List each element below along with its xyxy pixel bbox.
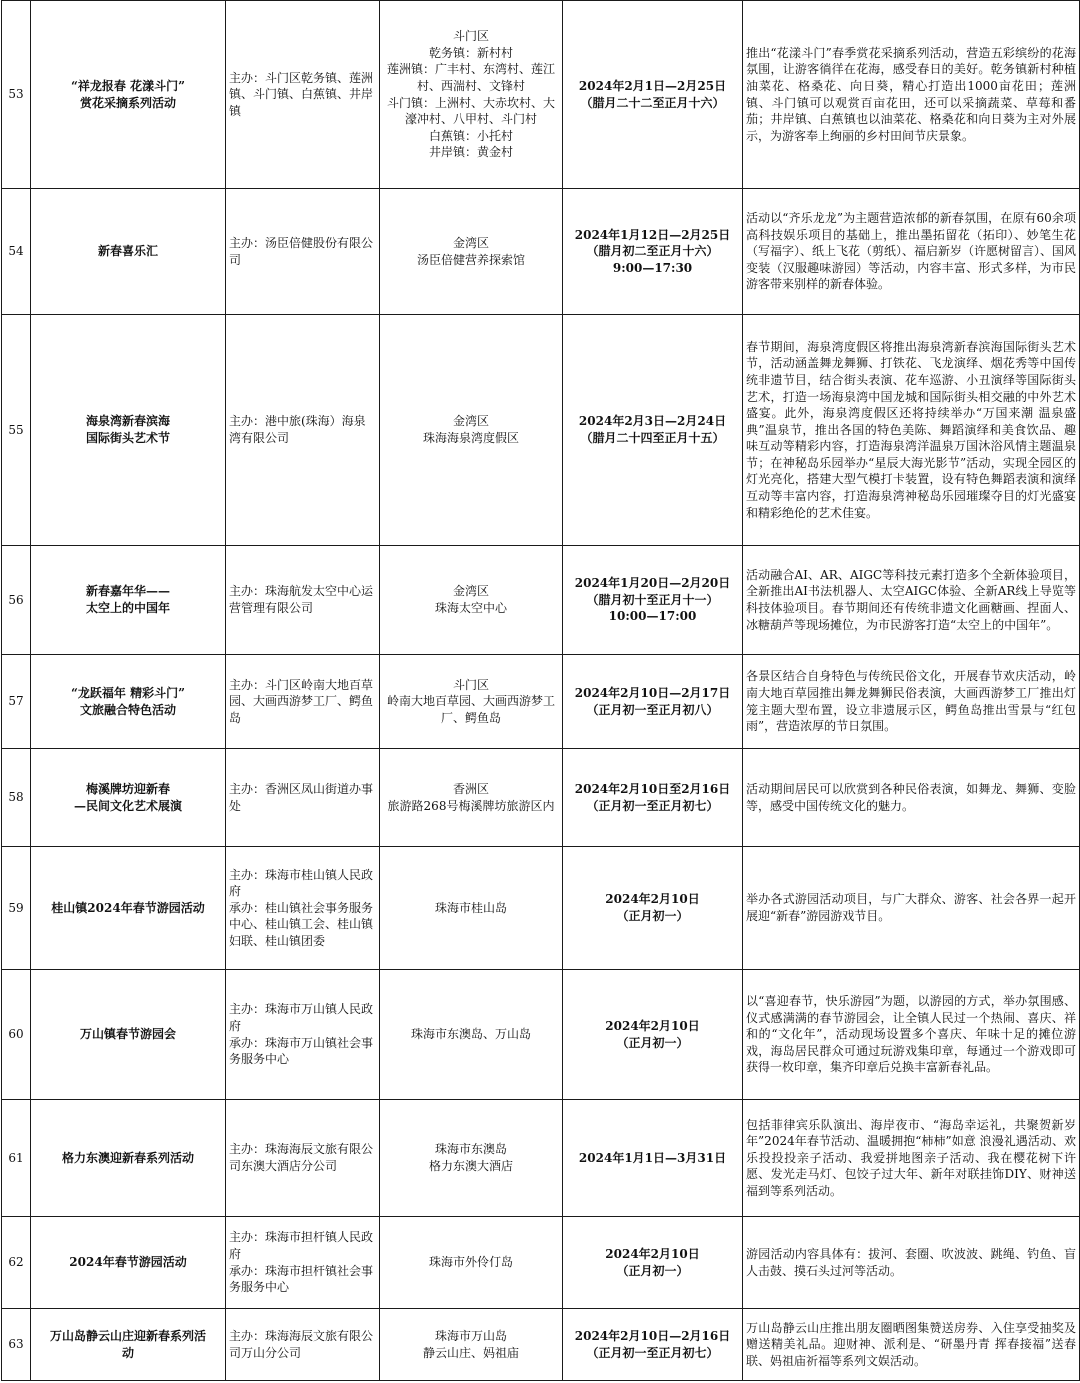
event-name-cell xyxy=(31,546,226,655)
organizer-line: 承办：珠海市万山镇社会事务服务中心 xyxy=(229,1035,374,1067)
location-line: 金湾区 xyxy=(452,584,489,599)
event-name-line: 太空上的中国年 xyxy=(85,601,170,615)
event-name-line: 海泉湾新春滨海 xyxy=(85,414,170,429)
organizer-cell xyxy=(226,189,380,315)
location-line: 香洲区 xyxy=(452,781,489,796)
time-cell xyxy=(563,546,743,655)
time-cell xyxy=(563,847,743,970)
time-line: 2024年2月10日至2月16日 xyxy=(574,781,731,796)
time-line: 2024年2月10日—2月17日 xyxy=(574,685,731,700)
table-row xyxy=(2,847,1080,970)
organizer-cell xyxy=(226,655,380,749)
organizer-cell xyxy=(226,970,380,1100)
location-cell xyxy=(380,847,563,970)
table-row xyxy=(2,1100,1080,1217)
organizer-line: 承办：桂山镇社会事务服务中心、桂山镇工会、桂山镇妇联、桂山镇团委 xyxy=(229,900,374,948)
row-number: 63 xyxy=(2,1309,31,1381)
event-name-line: 国际街头艺术节 xyxy=(85,431,170,445)
organizer-line: 主办：珠海市万山镇人民政府 xyxy=(229,1002,374,1033)
row-number: 62 xyxy=(2,1217,31,1309)
event-name-line: 新春喜乐汇 xyxy=(97,244,158,259)
table-row xyxy=(2,189,1080,315)
location-cell xyxy=(380,1100,563,1217)
time-line: 2024年1月20日—2月20日 xyxy=(574,576,731,591)
location-cell xyxy=(380,970,563,1100)
event-name-line: “祥龙报春 花漾斗门” xyxy=(71,78,185,93)
event-name-line: 2024年春节游园活动 xyxy=(69,1255,187,1270)
organizer-line: 主办：斗门区乾务镇、莲洲镇、斗门镇、白蕉镇、井岸镇 xyxy=(229,70,374,118)
organizer-cell xyxy=(226,1309,380,1381)
location-cell xyxy=(380,315,563,546)
time-line: （腊月二十四至正月十五） xyxy=(580,431,725,445)
row-number: 53 xyxy=(2,1,31,189)
time-cell xyxy=(563,655,743,749)
location-line: 珠海海泉湾度假区 xyxy=(422,431,519,445)
event-name-line: 新春嘉年华—— xyxy=(85,584,170,599)
time-line: （正月初一） xyxy=(616,1035,689,1050)
description-cell: 以“喜迎春节，快乐游园”为题，以游园的方式，举办氛围感、仪式感满满的春节游园会，让全镇人民过一个热闹、喜庆、祥和的“文化年”，活动现场设置多个喜庆、年味十足的摊位游戏，海岛居民群众可通过玩游戏集印章，每通过一个游戏即可获得一枚印章，集齐印章后兑换丰富新春礼品。 xyxy=(743,970,1080,1100)
table-row xyxy=(2,970,1080,1100)
time-line: （正月初一至正月初七） xyxy=(586,798,719,813)
location-line: 井岸镇：黄金村 xyxy=(428,145,513,160)
row-number: 59 xyxy=(2,847,31,970)
description-cell: 活动以“齐乐龙龙”为主题营造浓郁的新春氛围，在原有60余项高科技娱乐项目的基础上，推出墨拓留花（拓印）、妙笔生花（写福字）、纸上飞花（剪纸）、福启新岁（许愿树留言）、国风变装（汉服趣味游园）等活动，内容丰富、形式多样，为市民游客带来别样的新春体验。 xyxy=(743,189,1080,315)
event-name-line: 万山岛静云山庄迎新春系列活 xyxy=(49,1328,206,1343)
time-line: 2024年1月1日—3月31日 xyxy=(578,1150,727,1165)
event-name-cell xyxy=(31,1217,226,1309)
events-table xyxy=(1,0,1080,1381)
location-cell xyxy=(380,546,563,655)
organizer-cell xyxy=(226,1100,380,1217)
time-line: （正月初一至正月初八） xyxy=(586,702,719,717)
location-line: 珠海市东澳岛、万山岛 xyxy=(410,1027,531,1042)
organizer-cell xyxy=(226,546,380,655)
event-name-line: 格力东澳迎新春系列活动 xyxy=(61,1150,194,1165)
event-name-cell xyxy=(31,315,226,546)
time-cell xyxy=(563,1309,743,1381)
organizer-line: 主办：珠海市桂山镇人民政府 xyxy=(229,867,374,899)
location-line: 乾务镇：新村村 xyxy=(428,45,513,60)
row-number: 56 xyxy=(2,546,31,655)
event-name-line: 动 xyxy=(121,1345,134,1360)
row-number: 60 xyxy=(2,970,31,1100)
location-line: 珠海市东澳岛 xyxy=(434,1142,507,1157)
location-line: 珠海市万山岛 xyxy=(434,1328,507,1343)
time-line: （正月初一） xyxy=(616,909,689,923)
location-line: 珠海市外伶仃岛 xyxy=(428,1255,513,1270)
event-name-cell xyxy=(31,970,226,1100)
description-cell: 各景区结合自身特色与传统民俗文化，开展春节欢庆活动，岭南大地百草园推出舞龙舞狮民俗表演，大画西游梦工厂推出灯笼主题大型布置，设立非遗展示区，鳄鱼岛推出雪景与“红包雨”，营造浓厚的节日氛围。 xyxy=(743,655,1080,749)
event-name-cell xyxy=(31,1100,226,1217)
event-name-line: “龙跃福年 精彩斗门” xyxy=(71,685,185,700)
location-cell xyxy=(380,1,563,189)
row-number: 61 xyxy=(2,1100,31,1217)
event-name-line: 文旅融合特色活动 xyxy=(79,702,176,717)
time-line: （正月初一） xyxy=(616,1263,689,1278)
event-name-cell xyxy=(31,189,226,315)
location-line: 斗门区 xyxy=(452,677,489,692)
time-cell xyxy=(563,1100,743,1217)
event-name-line: 赏花采摘系列活动 xyxy=(79,95,176,110)
organizer-line: 主办：港中旅(珠海）海泉湾有限公司 xyxy=(229,414,366,445)
event-name-line: 万山镇春节游园会 xyxy=(79,1027,176,1042)
organizer-line: 主办：香洲区凤山街道办事处 xyxy=(229,781,374,813)
location-cell xyxy=(380,1309,563,1381)
description-cell: 春节期间，海泉湾度假区将推出海泉湾新春滨海国际街头艺术节，活动涵盖舞龙舞狮、打铁花、飞龙演绎、烟花秀等中国传统非遗节目，结合街头表演、花车巡游、小丑演绎等国际街头艺术，打造一场海泉湾中国龙城和国际街头相交融的中外艺术盛宴。此外，海泉湾度假区还将持续举办“万国来潮 温泉盛典”温泉节，推出各国的特色美陈、舞蹈演绎和美食饮品、趣味互动等精彩内容，打造海泉湾洋温泉万国沐浴风情主题温泉节；在神秘岛乐园举办“星辰大海光影节”活动，实现全园区的灯光亮化，搭建大型气模打卡装置，设有特色舞蹈表演和演绎互动等丰富内容，打造海泉湾神秘岛乐园璀璨夺目的灯光盛宴和精彩绝伦的艺术佳宴。 xyxy=(743,315,1080,546)
table-row xyxy=(2,749,1080,847)
time-line: 10:00—17:00 xyxy=(608,609,697,624)
organizer-line: 主办：珠海海辰文旅有限公司东澳大酒店分公司 xyxy=(229,1142,374,1173)
organizer-line: 主办：珠海海辰文旅有限公司万山分公司 xyxy=(229,1328,374,1360)
time-line: （腊月初十至正月十一） xyxy=(586,592,719,607)
location-line: 珠海太空中心 xyxy=(434,601,507,615)
time-line: 2024年2月10日—2月16日 xyxy=(574,1328,731,1343)
organizer-line: 主办：珠海市担杆镇人民政府 xyxy=(229,1230,374,1261)
time-line: （腊月二十二至正月十六） xyxy=(580,95,725,110)
description-cell: 推出“花漾斗门”春季赏花采摘系列活动，营造五彩缤纷的花海氛围，让游客徜徉在花海，感受春日的美好。乾务镇新村种植油菜花、格桑花、向日葵，精心打造出1000亩花田；莲洲镇、斗门镇可以观赏百亩花田，还可以采摘蔬菜、草莓和番茄；井岸镇、白蕉镇也以油菜花、格桑花和向日葵为主对外展示，为游客奉上绚丽的乡村田间节庆景象。 xyxy=(743,1,1080,189)
organizer-cell xyxy=(226,847,380,970)
table-row xyxy=(2,1309,1080,1381)
location-line: 旅游路268号梅溪牌坊旅游区内 xyxy=(387,798,555,813)
table-row xyxy=(2,546,1080,655)
time-cell xyxy=(563,315,743,546)
row-number: 58 xyxy=(2,749,31,847)
time-line: （腊月初二至正月十六） xyxy=(586,244,719,259)
location-line: 莲洲镇：广丰村、东湾村、莲江村、西湍村、文锋村 xyxy=(386,62,555,93)
row-number: 55 xyxy=(2,315,31,546)
location-line: 岭南大地百草园、大画西游梦工厂、鳄鱼岛 xyxy=(386,694,555,725)
description-cell: 活动期间居民可以欣赏到各种民俗表演，如舞龙、舞狮、变脸等，感受中国传统文化的魅力。 xyxy=(743,749,1080,847)
description-cell: 万山岛静云山庄推出朋友圈晒图集赞送房券、入住享受抽奖及赠送精美礼品。迎财神、派利是、“研墨丹青 挥春接福”送春联、妈祖庙祈福等系列文娱活动。 xyxy=(743,1309,1080,1381)
event-name-cell xyxy=(31,847,226,970)
time-line: 2024年2月1日—2月25日 xyxy=(578,78,727,93)
event-name-cell xyxy=(31,1,226,189)
row-number: 54 xyxy=(2,189,31,315)
time-line: （正月初一至正月初七） xyxy=(586,1345,719,1360)
event-name-line: 梅溪牌坊迎新春 xyxy=(85,781,170,796)
organizer-line: 主办：汤臣倍健股份有限公司 xyxy=(229,235,374,267)
location-line: 金湾区 xyxy=(452,235,489,250)
location-line: 汤臣倍健营养探索馆 xyxy=(416,252,525,267)
location-line: 珠海市桂山岛 xyxy=(434,900,507,915)
location-cell xyxy=(380,749,563,847)
time-cell xyxy=(563,1,743,189)
description-cell: 包括菲律宾乐队演出、海岸夜市、“海岛幸运礼，共聚贺新岁年”2024年春节活动、温暖拥抱“柿柿”如意 浪漫礼遇活动、欢乐投投投亲子活动、我爱拼地图亲子活动、我在樱花树下许愿、发光走马灯、包饺子过大年、新年对联挂饰DIY、财神送福到等系列活动。 xyxy=(743,1100,1080,1217)
table-row xyxy=(2,655,1080,749)
time-line: 2024年2月10日 xyxy=(605,1246,700,1261)
location-line: 金湾区 xyxy=(452,414,489,429)
location-line: 斗门镇：上洲村、大赤坎村、大濠冲村、八甲村、斗门村 xyxy=(386,95,555,127)
organizer-cell xyxy=(226,749,380,847)
time-cell xyxy=(563,1217,743,1309)
organizer-cell xyxy=(226,315,380,546)
time-line: 9:00—17:30 xyxy=(612,260,693,275)
time-line: 2024年2月10日 xyxy=(605,892,700,907)
location-line: 斗门区 xyxy=(452,29,489,44)
description-cell: 游园活动内容具体有：拔河、套圈、吹波波、跳绳、钓鱼、盲人击鼓、摸石头过河等活动。 xyxy=(743,1217,1080,1309)
table-row xyxy=(2,1,1080,189)
organizer-line: 主办：珠海航发太空中心运营管理有限公司 xyxy=(229,584,374,615)
location-cell xyxy=(380,1217,563,1309)
events-table-body xyxy=(2,1,1080,1381)
description-cell: 举办各式游园活动项目，与广大群众、游客、社会各界一起开展迎“新春”游园游戏节目。 xyxy=(743,847,1080,970)
organizer-cell xyxy=(226,1217,380,1309)
table-row xyxy=(2,1217,1080,1309)
organizer-line: 承办：珠海市担杆镇社会事务服务中心 xyxy=(229,1263,374,1295)
organizer-line: 主办：斗门区岭南大地百草园、大画西游梦工厂、鳄鱼岛 xyxy=(229,677,374,725)
event-name-line: 桂山镇2024年春节游园活动 xyxy=(51,900,205,915)
location-cell xyxy=(380,189,563,315)
time-cell xyxy=(563,749,743,847)
location-line: 格力东澳大酒店 xyxy=(428,1159,513,1173)
location-line: 白蕉镇：小托村 xyxy=(428,128,513,143)
location-cell xyxy=(380,655,563,749)
table-row xyxy=(2,315,1080,546)
time-cell xyxy=(563,970,743,1100)
time-line: 2024年1月12日—2月25日 xyxy=(574,227,731,242)
time-line: 2024年2月10日 xyxy=(605,1018,700,1033)
event-name-cell xyxy=(31,1309,226,1381)
event-name-cell xyxy=(31,655,226,749)
event-name-cell xyxy=(31,749,226,847)
event-name-line: —民间文化艺术展演 xyxy=(73,798,182,813)
time-line: 2024年2月3日—2月24日 xyxy=(578,414,727,429)
description-cell: 活动融合AI、AR、AIGC等科技元素打造多个全新体验项目，全新推出AI书法机器人、太空AIGC体验、全新AR线上导览等科技体验项目。春节期间还有传统非遗文化画糖画、捏面人、冰糖葫芦等现场摊位，为市民游客打造“太空上的中国年”。 xyxy=(743,546,1080,655)
location-line: 静云山庄、妈祖庙 xyxy=(422,1345,519,1360)
row-number: 57 xyxy=(2,655,31,749)
organizer-cell xyxy=(226,1,380,189)
time-cell xyxy=(563,189,743,315)
